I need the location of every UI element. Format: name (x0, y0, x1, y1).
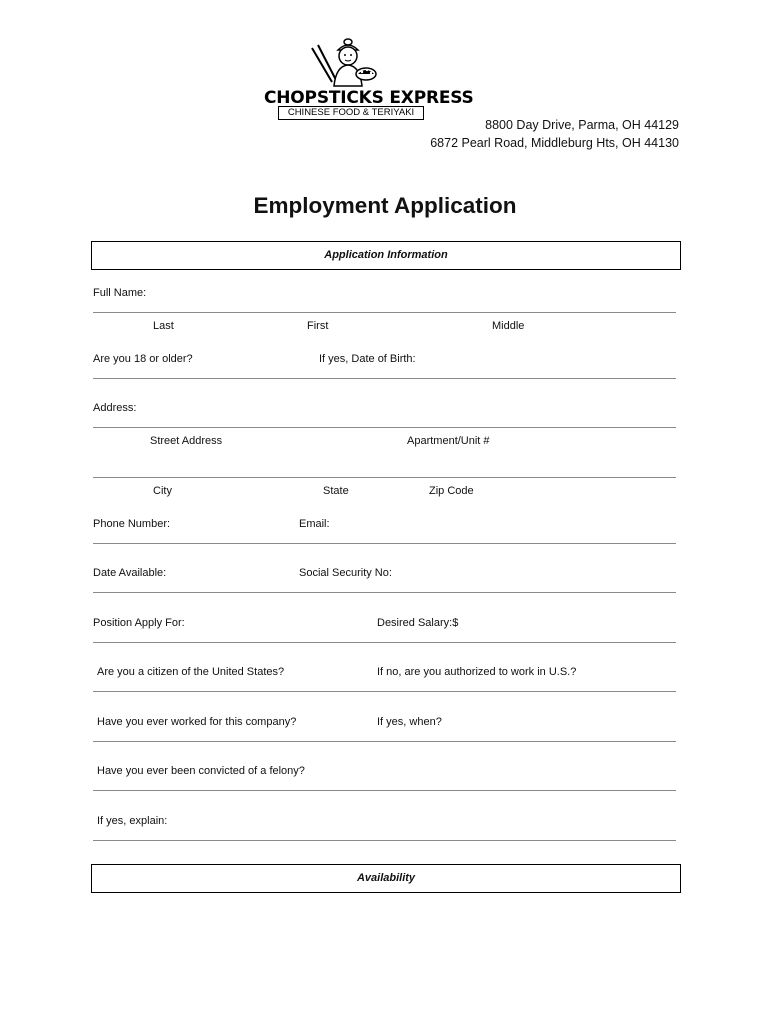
label-email: Email: (299, 518, 330, 530)
input-line-full-name[interactable] (93, 312, 676, 313)
input-line-felony[interactable] (93, 790, 676, 791)
logo-tagline: CHINESE FOOD & TERIYAKI (278, 106, 424, 120)
section-header-availability: Availability (91, 864, 681, 893)
company-logo (262, 36, 474, 118)
label-full-name: Full Name: (93, 287, 147, 299)
label-street-address: Street Address (150, 435, 223, 447)
label-worked-before: Have you ever worked for this company? (97, 716, 297, 728)
address-line-1: 8800 Day Drive, Parma, OH 44129 (485, 118, 679, 132)
input-line-date-ssn[interactable] (93, 592, 676, 593)
label-desired-salary: Desired Salary:$ (377, 617, 459, 629)
label-worked-when: If yes, when? (377, 716, 442, 728)
chef-mascot-icon (262, 36, 444, 90)
label-city: City (153, 485, 172, 497)
address-line-2: 6872 Pearl Road, Middleburg Hts, OH 44130 (430, 136, 679, 150)
label-first: First (307, 320, 329, 332)
section-header-application-info: Application Information (91, 241, 681, 270)
input-line-position-salary[interactable] (93, 642, 676, 643)
label-apartment-unit: Apartment/Unit # (407, 435, 490, 447)
label-age-18: Are you 18 or older? (93, 353, 193, 365)
label-authorized: If no, are you authorized to work in U.S.? (377, 666, 577, 678)
label-phone-number: Phone Number: (93, 518, 171, 530)
label-middle: Middle (492, 320, 525, 332)
label-zip-code: Zip Code (429, 485, 474, 497)
input-line-age-dob[interactable] (93, 378, 676, 379)
label-date-available: Date Available: (93, 567, 167, 579)
input-line-citizen[interactable] (93, 691, 676, 692)
label-state: State (323, 485, 349, 497)
input-line-phone-email[interactable] (93, 543, 676, 544)
input-line-felony-explain[interactable] (93, 840, 676, 841)
label-position: Position Apply For: (93, 617, 185, 629)
label-citizen: Are you a citizen of the United States? (97, 666, 285, 678)
label-felony: Have you ever been convicted of a felony? (97, 765, 305, 777)
label-address: Address: (93, 402, 137, 414)
label-last: Last (153, 320, 174, 332)
logo-name: CHOPSTICKS EXPRESS (264, 88, 474, 108)
input-line-worked-before[interactable] (93, 741, 676, 742)
label-felony-explain: If yes, explain: (97, 815, 168, 827)
label-dob: If yes, Date of Birth: (319, 353, 416, 365)
input-line-city-state-zip[interactable] (93, 477, 676, 478)
label-ssn: Social Security No: (299, 567, 392, 579)
input-line-address[interactable] (93, 427, 676, 428)
page-title: Employment Application (253, 193, 517, 218)
